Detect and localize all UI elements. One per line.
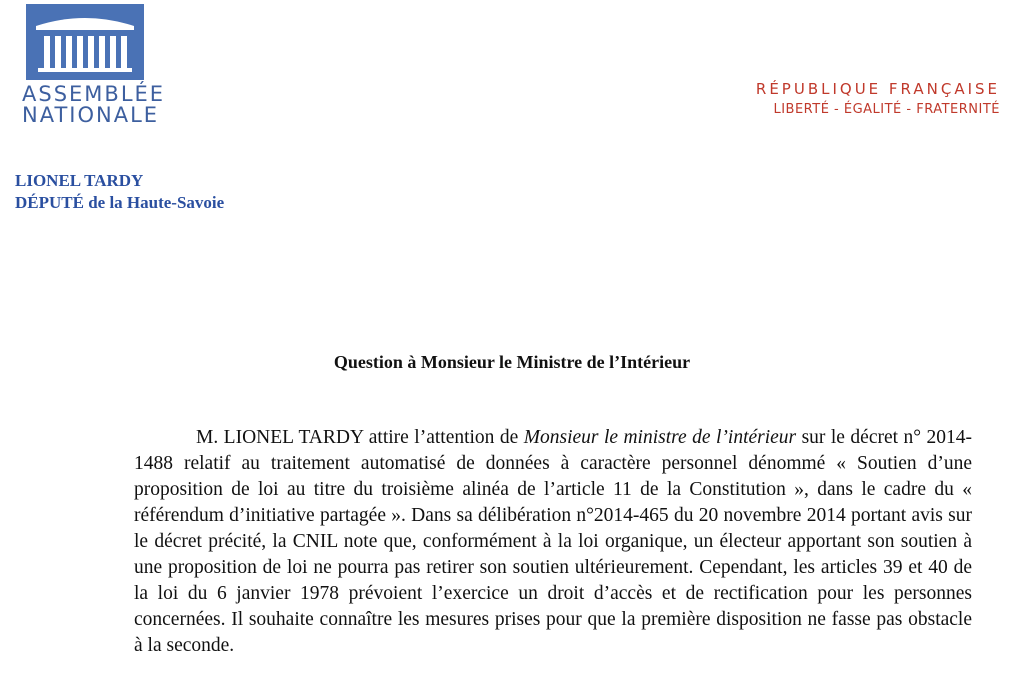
question-title: Question à Monsieur le Ministre de l’Intérieur (333, 352, 691, 372)
question-text: sur le décret n° 2014-1488 relatif au traitement automatisé de données à caractère personnel dénommé « Soutien d’une proposition de loi au titre du troisième alinéa de l’article 11 de la Constitution », dans le cadre du « référendum d’initiative partagée ». Dans sa délibération n°2014-465 du 20 novembre 2014 portant avis sur le décret précité, la CNIL note que, conformément à la loi organique, un électeur apportant son soutien à une proposition de loi ne pourra pas retirer son soutien ultérieurement. Cependant, les articles 39 et 40 de la loi du 6 janvier 1978 prévoient l’exercice un droit d’accès et de rectification pour les personnes concernées. Il souhaite connaître les mesures prises pour que la première disposition ne fasse pas obstacle à la seconde. (134, 427, 972, 656)
logo-text-line1: ASSEMBLÉE (22, 82, 166, 106)
question-body (134, 425, 972, 659)
logo-text-line2: NATIONALE (22, 103, 160, 127)
republic-title: RÉPUBLIQUE FRANÇAISE (755, 80, 1000, 98)
assemblee-nationale-logo (22, 4, 166, 127)
deputy-name: LIONEL TARDY (15, 171, 144, 190)
question-intro: M. LIONEL TARDY attire l’attention de (196, 427, 524, 448)
republic-motto: LIBERTÉ - ÉGALITÉ - FRATERNITÉ (773, 102, 1000, 117)
deputy-block (15, 170, 224, 214)
hemicycle-icon (26, 4, 144, 80)
republic-header (756, 80, 1000, 117)
question-recipient: Monsieur le ministre de l’intérieur (523, 427, 797, 448)
deputy-role: DÉPUTÉ de la Haute-Savoie (15, 193, 225, 212)
